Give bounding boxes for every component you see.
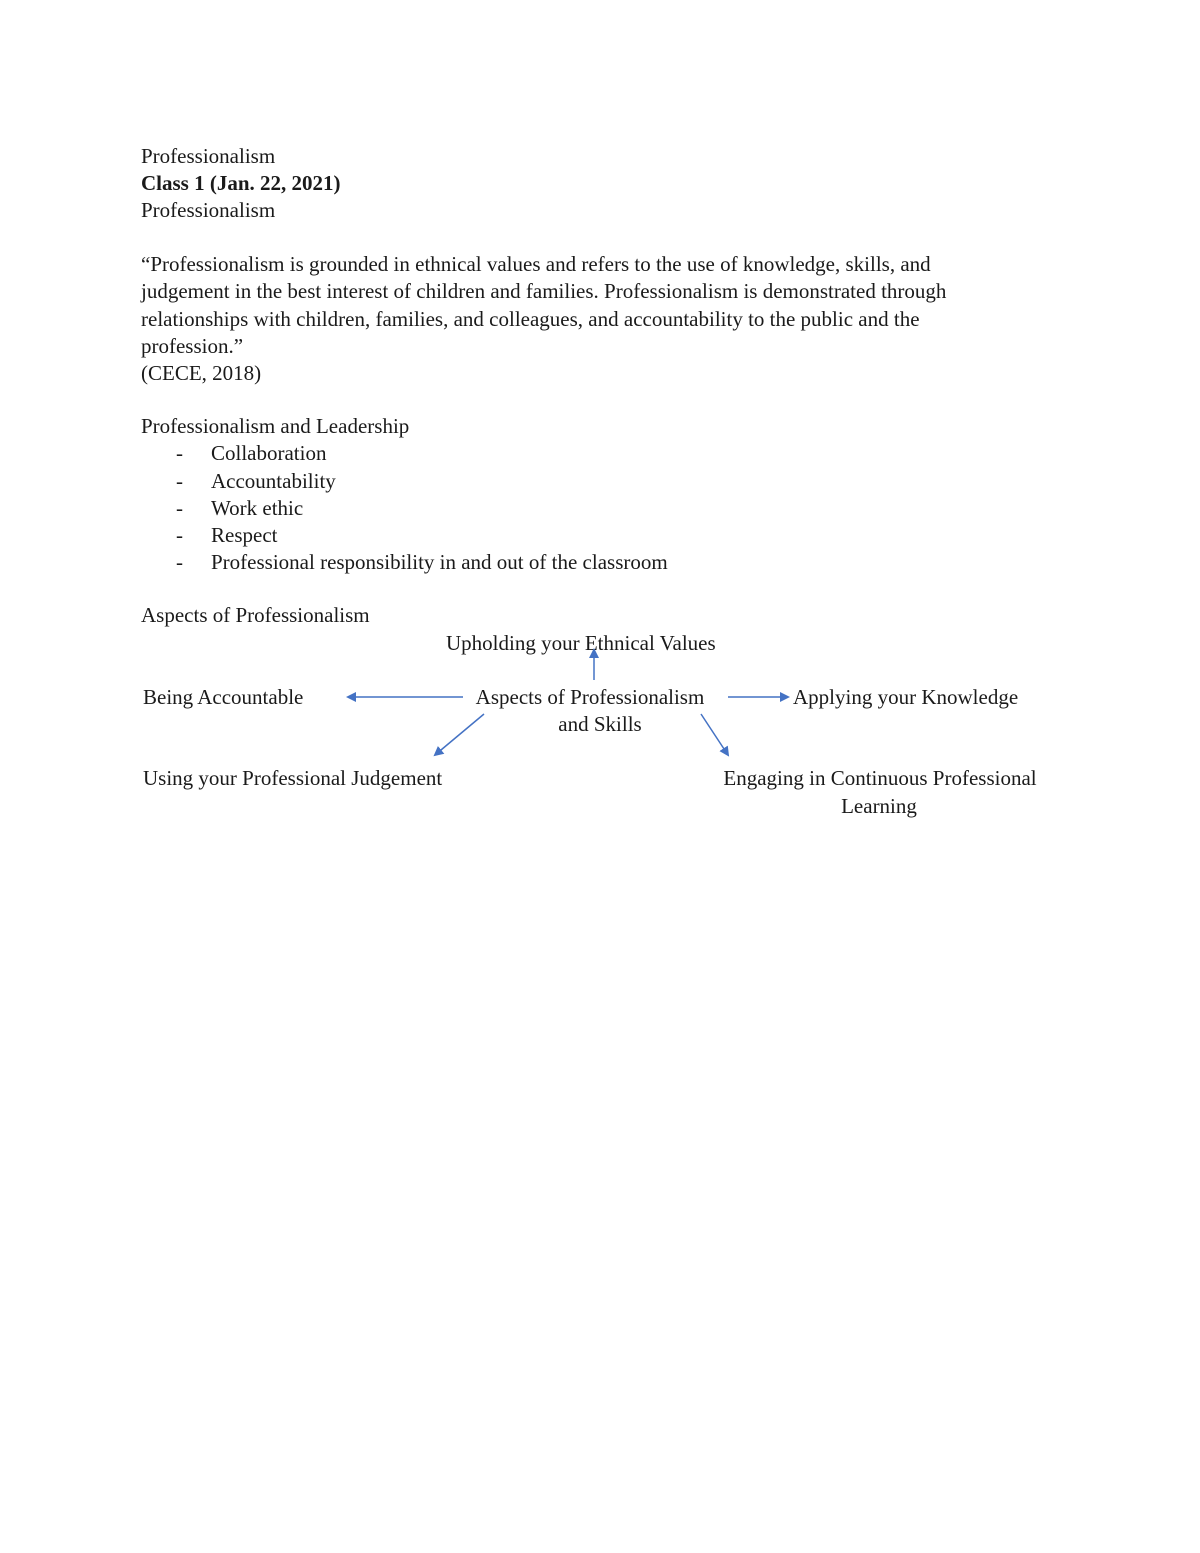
list-item-text: Work ethic xyxy=(211,496,304,520)
topic-title: Professionalism xyxy=(141,198,276,222)
bullet-marker: - xyxy=(176,523,183,547)
course-title: Professionalism xyxy=(141,144,276,168)
quote-line: “Professionalism is grounded in ethnical values and refers to the use of knowledge, skills, and xyxy=(141,252,931,276)
node-top: Upholding your Ethnical Values xyxy=(446,631,716,655)
node-left: Being Accountable xyxy=(143,685,304,709)
bullet-marker: - xyxy=(176,496,183,520)
node-bottom-right-line2: Learning xyxy=(841,794,917,818)
bullet-marker: - xyxy=(176,550,183,574)
quote-line: relationships with children, families, and colleagues, and accountability to the public and the xyxy=(141,307,920,331)
node-center-line1: Aspects of Professionalism xyxy=(475,685,705,709)
bullet-marker: - xyxy=(176,469,183,493)
quote-line: profession.” xyxy=(141,334,244,358)
quote-citation: (CECE, 2018) xyxy=(141,361,262,385)
bullet-marker: - xyxy=(176,441,183,465)
node-center-line2: and Skills xyxy=(558,712,642,736)
list-item-text: Accountability xyxy=(211,469,336,493)
class-title: Class 1 (Jan. 22, 2021) xyxy=(141,171,341,195)
node-right: Applying your Knowledge xyxy=(793,685,1019,709)
leadership-heading: Professionalism and Leadership xyxy=(141,414,410,438)
list-item-text: Professional responsibility in and out of the classroom xyxy=(211,550,668,574)
list-item-text: Collaboration xyxy=(211,441,327,465)
list-item-text: Respect xyxy=(211,523,278,547)
aspects-heading: Aspects of Professionalism xyxy=(141,603,370,627)
node-bottom-left: Using your Professional Judgement xyxy=(143,766,443,790)
quote-line: judgement in the best interest of children and families. Professionalism is demonstrated through xyxy=(141,279,947,303)
node-bottom-right-line1: Engaging in Continuous Professional xyxy=(723,766,1037,790)
